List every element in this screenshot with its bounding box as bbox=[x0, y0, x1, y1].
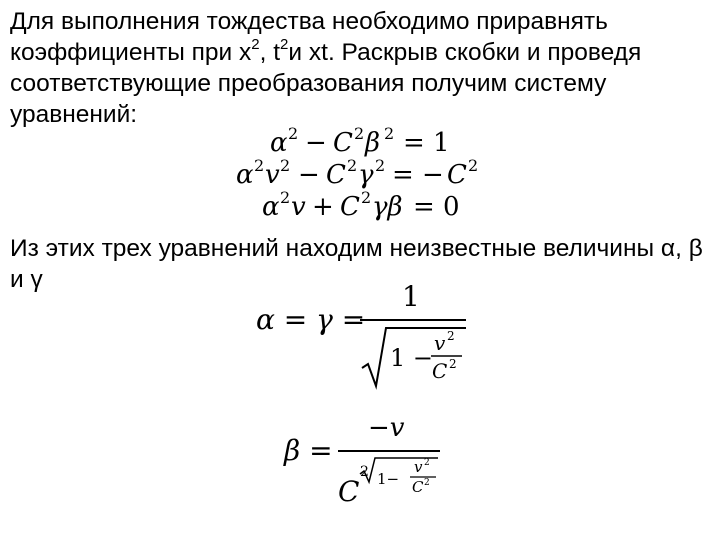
svg-text:2: 2 bbox=[354, 124, 365, 143]
svg-text:2: 2 bbox=[384, 124, 395, 143]
svg-text:α: α bbox=[262, 192, 280, 222]
svg-text:α: α bbox=[270, 128, 288, 158]
svg-text:C: C bbox=[340, 192, 360, 222]
svg-text:2: 2 bbox=[375, 156, 386, 175]
svg-text:= 0: = 0 bbox=[413, 192, 460, 222]
intro-paragraph bbox=[10, 6, 710, 130]
alpha-v: v bbox=[434, 331, 446, 355]
svg-text:2: 2 bbox=[347, 156, 358, 175]
svg-text:= 1: = 1 bbox=[403, 128, 450, 158]
alpha-c: C bbox=[432, 359, 448, 383]
svg-text:= −: = − bbox=[392, 160, 444, 190]
beta-lhs: β = bbox=[284, 434, 333, 467]
svg-text:−: − bbox=[298, 160, 320, 190]
svg-text:v: v bbox=[265, 160, 280, 190]
beta-inner-c-exp: 2 bbox=[424, 478, 430, 488]
beta-c: C bbox=[338, 475, 360, 508]
svg-text:C: C bbox=[447, 160, 467, 190]
beta-numerator: −v bbox=[368, 413, 405, 443]
svg-text:−: − bbox=[305, 128, 327, 158]
svg-text:2: 2 bbox=[280, 156, 291, 175]
beta-inner-v-exp: 2 bbox=[424, 458, 430, 468]
beta-radical bbox=[360, 458, 438, 482]
svg-text:2: 2 bbox=[280, 188, 291, 207]
svg-text:2: 2 bbox=[468, 156, 479, 175]
beta-inner-one: 1− bbox=[377, 470, 400, 488]
svg-text:β: β bbox=[365, 128, 381, 158]
intro-sup-2: 2 bbox=[280, 36, 289, 53]
beta-inner-v: v bbox=[414, 458, 423, 476]
equation-2 bbox=[236, 156, 478, 190]
beta-c-exp: 2 bbox=[360, 464, 369, 480]
result-paragraph: Из этих трех уравнений находим неизвестные величины α, β и γ bbox=[10, 235, 703, 293]
svg-text:γ: γ bbox=[358, 160, 374, 190]
svg-text:C: C bbox=[326, 160, 346, 190]
alpha-numerator: 1 bbox=[402, 280, 420, 313]
intro-part-3: и xt. Раскрыв скобки и проведя соответствующие преобразования получим систему уравнений: bbox=[10, 39, 642, 128]
svg-text:+: + bbox=[312, 192, 334, 222]
intro-sup-1: 2 bbox=[251, 36, 260, 53]
beta-inner-c: C bbox=[412, 478, 424, 496]
svg-text:C: C bbox=[333, 128, 353, 158]
svg-text:v: v bbox=[291, 192, 306, 222]
alpha-radical bbox=[362, 328, 466, 386]
alpha-lhs: α = γ = bbox=[256, 303, 366, 336]
equation-3 bbox=[262, 188, 460, 222]
svg-text:2: 2 bbox=[361, 188, 372, 207]
svg-text:γβ: γβ bbox=[372, 192, 403, 222]
svg-text:2: 2 bbox=[288, 124, 299, 143]
alpha-c-exp: 2 bbox=[449, 357, 457, 371]
alpha-v-exp: 2 bbox=[447, 329, 455, 343]
alpha-rad-one: 1 − bbox=[390, 344, 434, 372]
svg-text:α: α bbox=[236, 160, 254, 190]
intro-part-1: Для выполнения тождества необходимо приравнять коэффициенты при x bbox=[10, 8, 608, 66]
svg-text:2: 2 bbox=[254, 156, 265, 175]
intro-part-2: , t bbox=[259, 39, 281, 66]
